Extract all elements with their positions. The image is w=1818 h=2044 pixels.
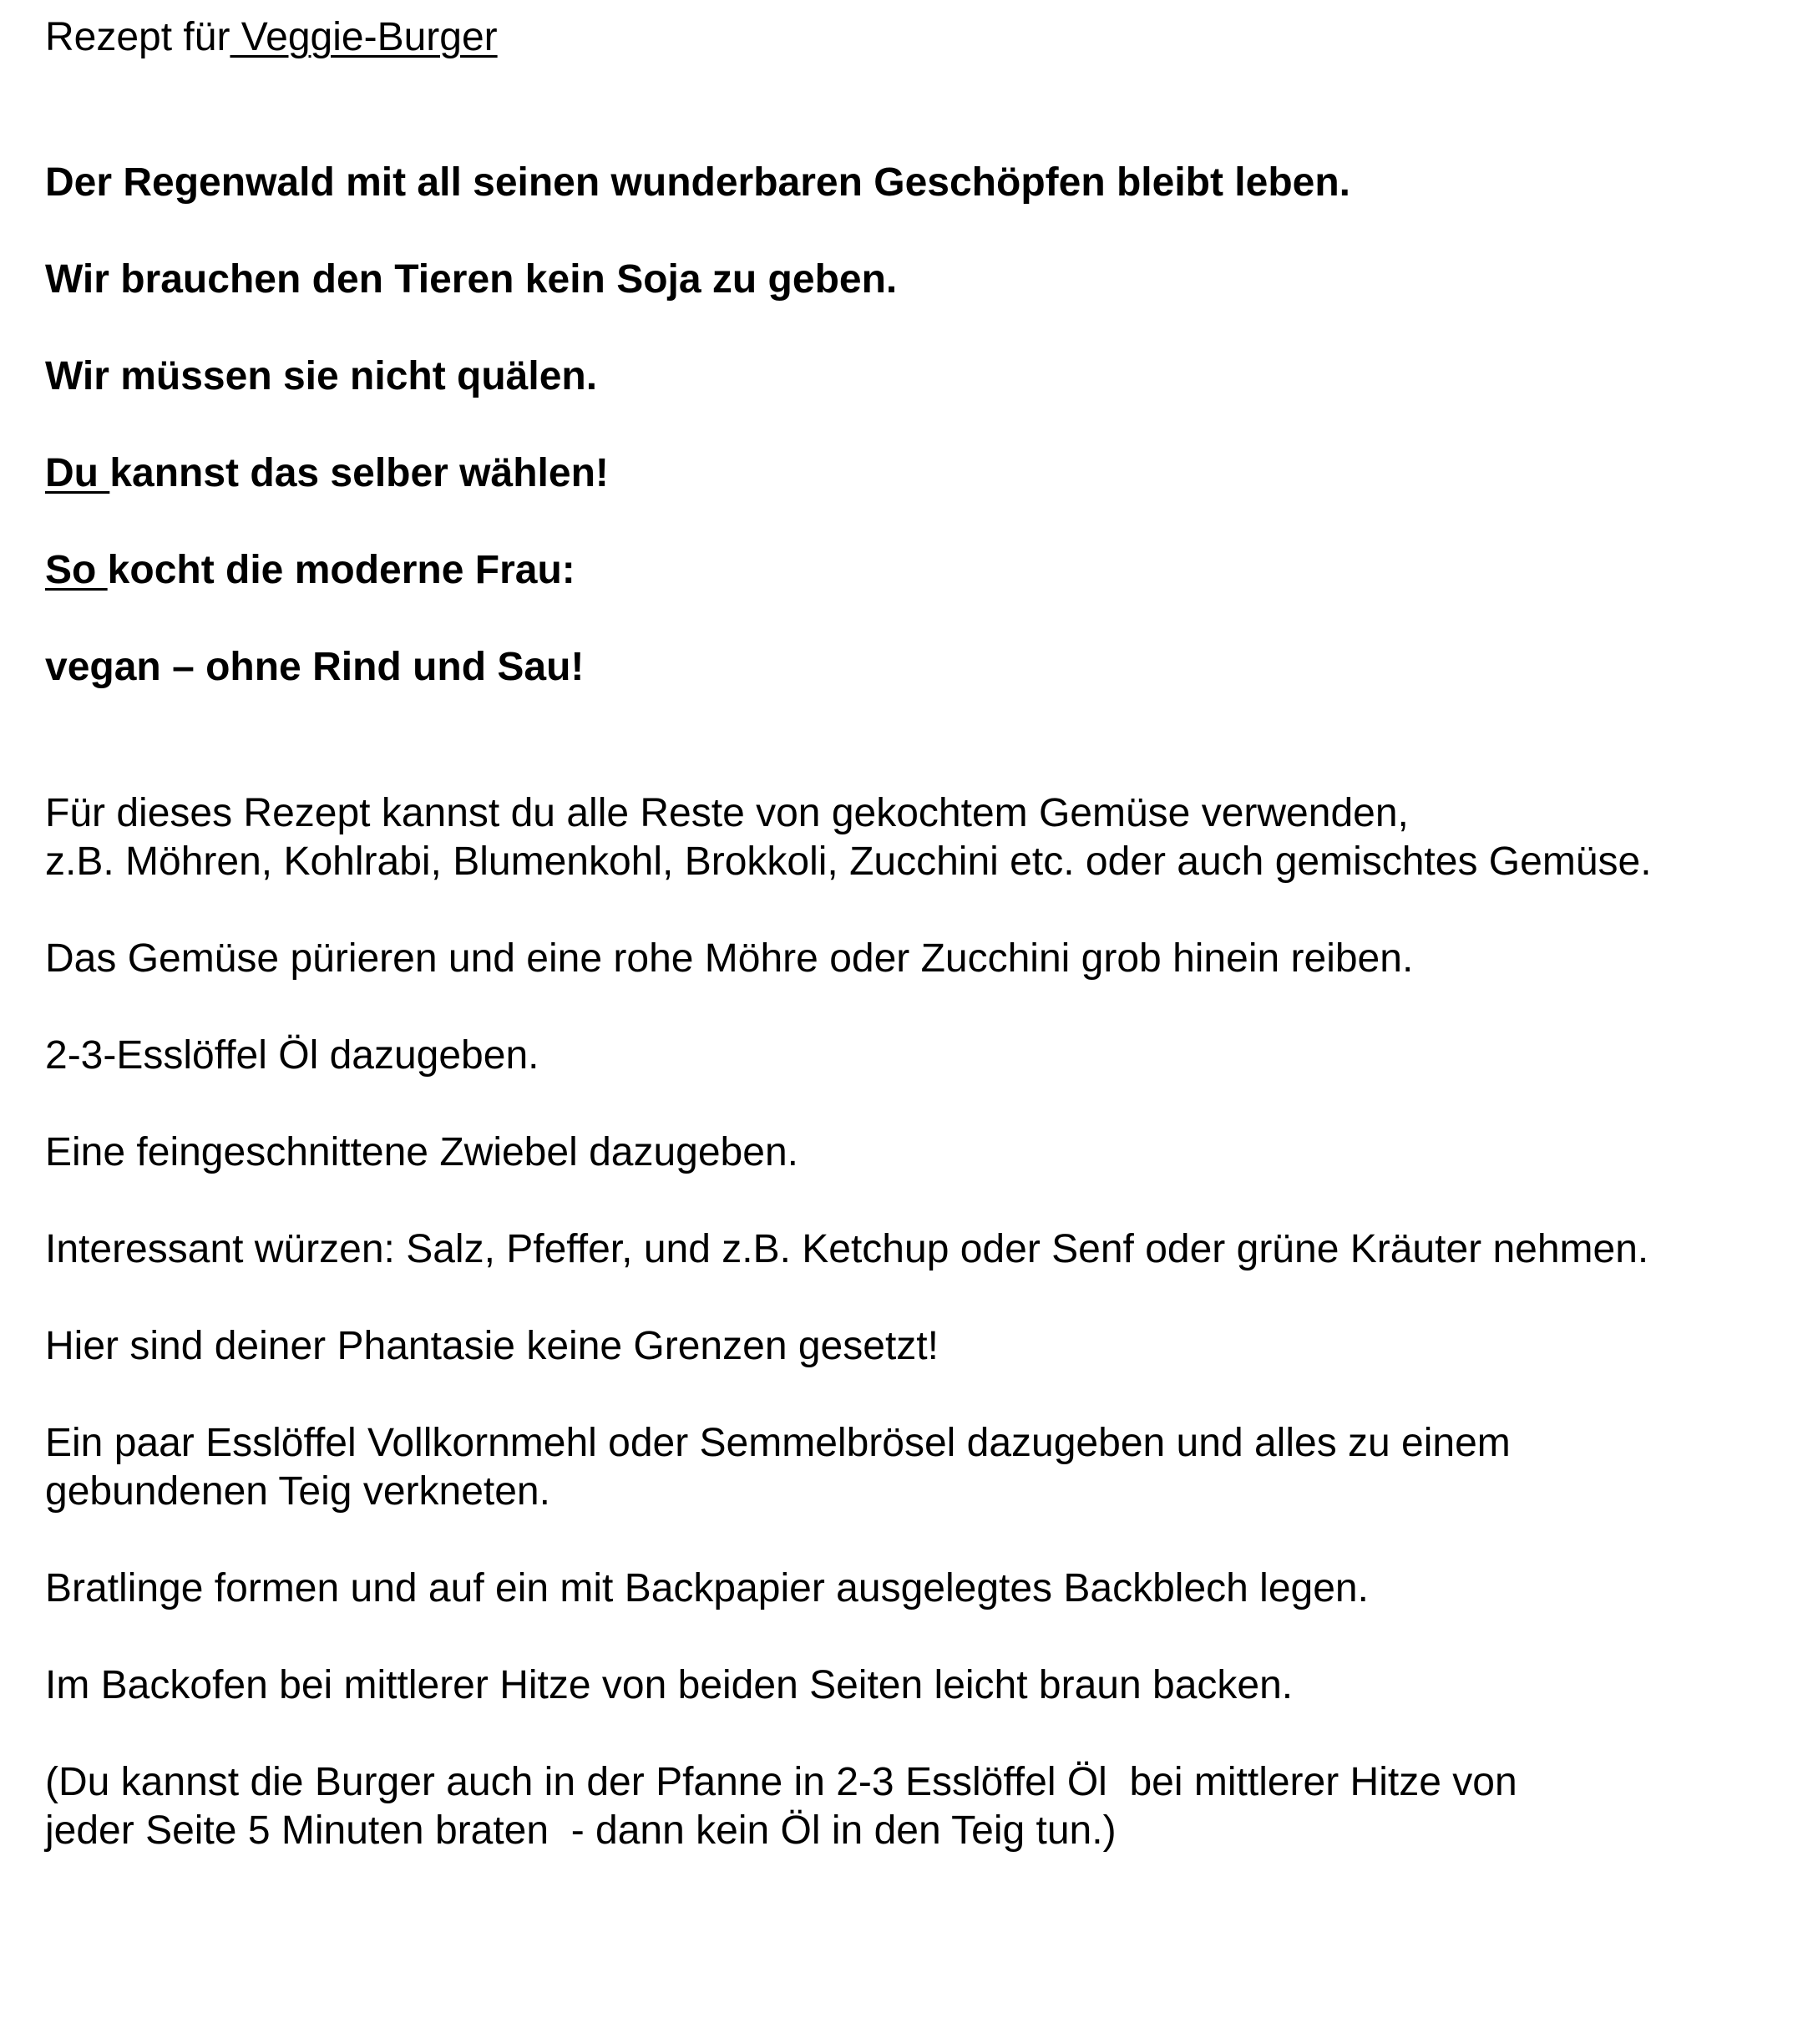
instruction-6: Hier sind deiner Phantasie keine Grenzen gesetzt!	[45, 1324, 939, 1368]
instruction-7-line-2: gebundenen Teig verkneten.	[45, 1469, 550, 1514]
poem-line-6: vegan – ohne Rind und Sau!	[45, 645, 585, 689]
instruction-5: Interessant würzen: Salz, Pfeffer, und z.B. Ketchup oder Senf oder grüne Kräuter nehmen.	[45, 1227, 1649, 1271]
instruction-2: Das Gemüse pürieren und eine rohe Möhre oder Zucchini grob hinein reiben.	[45, 936, 1414, 981]
poem-line-4-underlined: Du	[45, 451, 110, 495]
instruction-9: Im Backofen bei mittlerer Hitze von beiden Seiten leicht braun backen.	[45, 1663, 1294, 1707]
instruction-1-line-1: Für dieses Rezept kannst du alle Reste von gekochtem Gemüse verwenden,	[45, 791, 1409, 835]
instruction-10-line-2: jeder Seite 5 Minuten braten - dann kein Öl in den Teig tun.)	[45, 1808, 1117, 1853]
poem-line-5	[45, 546, 575, 595]
poem-line-2: Wir brauchen den Tieren kein Soja zu geben.	[45, 257, 898, 302]
instruction-1-line-2: z.B. Möhren, Kohlrabi, Blumenkohl, Brokkoli, Zucchini etc. oder auch gemischtes Gemüse.	[45, 839, 1652, 884]
instruction-8: Bratlinge formen und auf ein mit Backpapier ausgelegtes Backblech legen.	[45, 1566, 1369, 1610]
poem-line-4	[45, 449, 609, 498]
recipe-title-prefix: Rezept für	[45, 15, 230, 59]
instruction-4: Eine feingeschnittene Zwiebel dazugeben.	[45, 1130, 798, 1174]
poem-line-1: Der Regenwald mit all seinen wunderbaren Geschöpfen bleibt leben.	[45, 160, 1350, 205]
poem-line-4-rest: kannst das selber wählen!	[109, 451, 609, 495]
poem-line-5-rest: kocht die moderne Frau:	[107, 548, 575, 592]
instruction-7-line-1: Ein paar Esslöffel Vollkornmehl oder Semmelbrösel dazugeben und alles zu einem	[45, 1421, 1511, 1465]
instruction-10-line-1: (Du kannst die Burger auch in der Pfanne in 2-3 Esslöffel Öl bei mittlerer Hitze von	[45, 1760, 1517, 1804]
recipe-title-name: Veggie-Burger	[230, 15, 498, 59]
poem-line-5-underlined: So	[45, 548, 108, 592]
recipe-title	[45, 13, 498, 62]
instruction-3: 2-3-Esslöffel Öl dazugeben.	[45, 1033, 539, 1078]
poem-line-3: Wir müssen sie nicht quälen.	[45, 354, 598, 398]
